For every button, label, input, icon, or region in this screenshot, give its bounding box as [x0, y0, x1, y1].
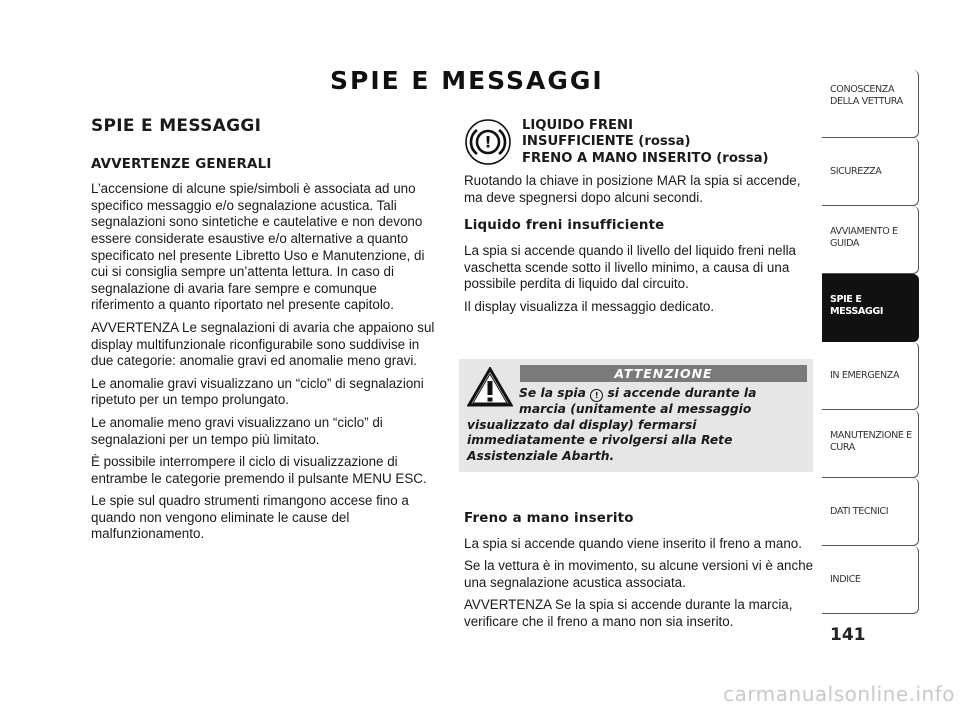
tab-avviamento-e-guida[interactable] — [822, 206, 919, 274]
tab-label: SICUREZZA — [830, 166, 882, 177]
tab-conoscenza-della-vettura[interactable] — [822, 70, 919, 138]
paragraph: L’accensione di alcune spie/simboli è associata ad uno specifico messaggio e/o segnalazione acustica. Tali segnalazioni sono sintetiche e cautelative e non devono essere considerate esaustive e/o alternative a quanto specificato nel presente Libretto Uso e Manutenzione, di cui si consiglia sempre un’attenta lettura. In caso di segnalazione di avaria fare sempre e comunque riferimento a quanto riportato nel presente capitolo. — [91, 181, 425, 313]
warning-title: LIQUIDO FRENI — [522, 118, 633, 133]
attention-label: ATTENZIONE — [520, 365, 807, 382]
chapter-tabs — [822, 70, 919, 614]
paragraph: La spia si accende quando il livello del liquido freni nella vaschetta scende sotto il livello minimo, a causa di una possibile perdita di liquido dal circuito. — [464, 243, 797, 292]
warning-titles — [522, 118, 769, 167]
handbrake-section — [464, 511, 816, 637]
tab-manutenzione-e-cura[interactable] — [822, 410, 919, 478]
attention-text — [467, 386, 807, 464]
intro-paragraph: Ruotando la chiave in posizione MAR la spia si accende, ma deve spegnersi dopo alcuni secondi. — [464, 173, 801, 205]
warning-title: INSUFFICIENTE (rossa) — [522, 134, 691, 150]
handbrake-heading: Freno a mano inserito — [464, 511, 634, 526]
paragraph: È possibile interrompere il ciclo di visualizzazione di entrambe le categorie premendo il pulsante MENU ESC. — [91, 454, 427, 486]
warning-title: FRENO A MANO INSERITO (rossa) — [522, 150, 769, 166]
page-number: 141 — [830, 625, 866, 645]
paragraph: Le spie sul quadro strumenti rimangono accese fino a quando non vengono eliminate le cause del malfunzionamento. — [91, 493, 409, 542]
tab-spie-e-messaggi[interactable] — [822, 274, 919, 342]
right-column — [464, 118, 816, 321]
paragraph: AVVERTENZA Se la spia si accende durante la marcia, verificare che il freno a mano non sia inserito. — [464, 597, 793, 629]
tab-indice[interactable] — [822, 546, 919, 614]
tab-label: CONOSCENZA DELLA VETTURA — [830, 84, 903, 107]
paragraph: Il display visualizza il messaggio dedicato. — [464, 298, 715, 314]
tab-sicurezza[interactable] — [822, 138, 919, 206]
general-warnings-heading: AVVERTENZE GENERALI — [91, 156, 272, 172]
tab-label: MANUTENZIONE E CURA — [830, 430, 912, 453]
paragraph: Se la vettura è in movimento, su alcune versioni vi è anche una segnalazione acustica associata. — [464, 558, 814, 590]
tab-in-emergenza[interactable] — [822, 342, 919, 410]
brake-icon-glyph: ! — [484, 132, 492, 152]
tab-label: INDICE — [830, 574, 861, 585]
tab-label: AVVIAMENTO E GUIDA — [830, 226, 898, 249]
tab-label: SPIE E MESSAGGI — [830, 294, 884, 317]
attention-text-start: Se la spia — [519, 386, 586, 400]
paragraph: La spia si accende quando viene inserito il freno a mano. — [464, 535, 802, 551]
paragraph: Le anomalie meno gravi visualizzano un “ciclo” di segnalazioni per un tempo più limitato. — [91, 414, 383, 447]
watermark: carmanualsonline.info — [723, 682, 955, 706]
tab-label: DATI TECNICI — [830, 506, 889, 517]
paragraph: Le anomalie gravi visualizzano un “ciclo” di segnalazioni ripetuto per un tempo prolungato. — [91, 375, 424, 408]
brake-inline-icon: ! — [590, 389, 603, 402]
page-title: SPIE E MESSAGGI — [330, 66, 604, 95]
tab-dati-tecnici[interactable] — [822, 478, 919, 546]
tab-label: IN EMERGENZA — [830, 370, 900, 381]
section-heading: SPIE E MESSAGGI — [91, 116, 262, 136]
left-column — [91, 118, 441, 549]
paragraph: AVVERTENZA Le segnalazioni di avaria che appaiono sul display multifunzionale riconfigurabile sono suddivise in due categorie: anomalie gravi ed anomalie meno gravi. — [91, 319, 435, 369]
attention-box — [459, 359, 813, 472]
brake-fluid-heading: Liquido freni insufficiente — [464, 218, 665, 234]
warning-light-header — [464, 118, 816, 167]
attention-text-rest: si accende durante la marcia (unitamente al messaggio visualizzato dal display) fermarsi immediatamente e rivolgersi alla Rete Assistenziale Abarth. — [467, 386, 757, 463]
brake-warning-icon — [464, 118, 512, 166]
